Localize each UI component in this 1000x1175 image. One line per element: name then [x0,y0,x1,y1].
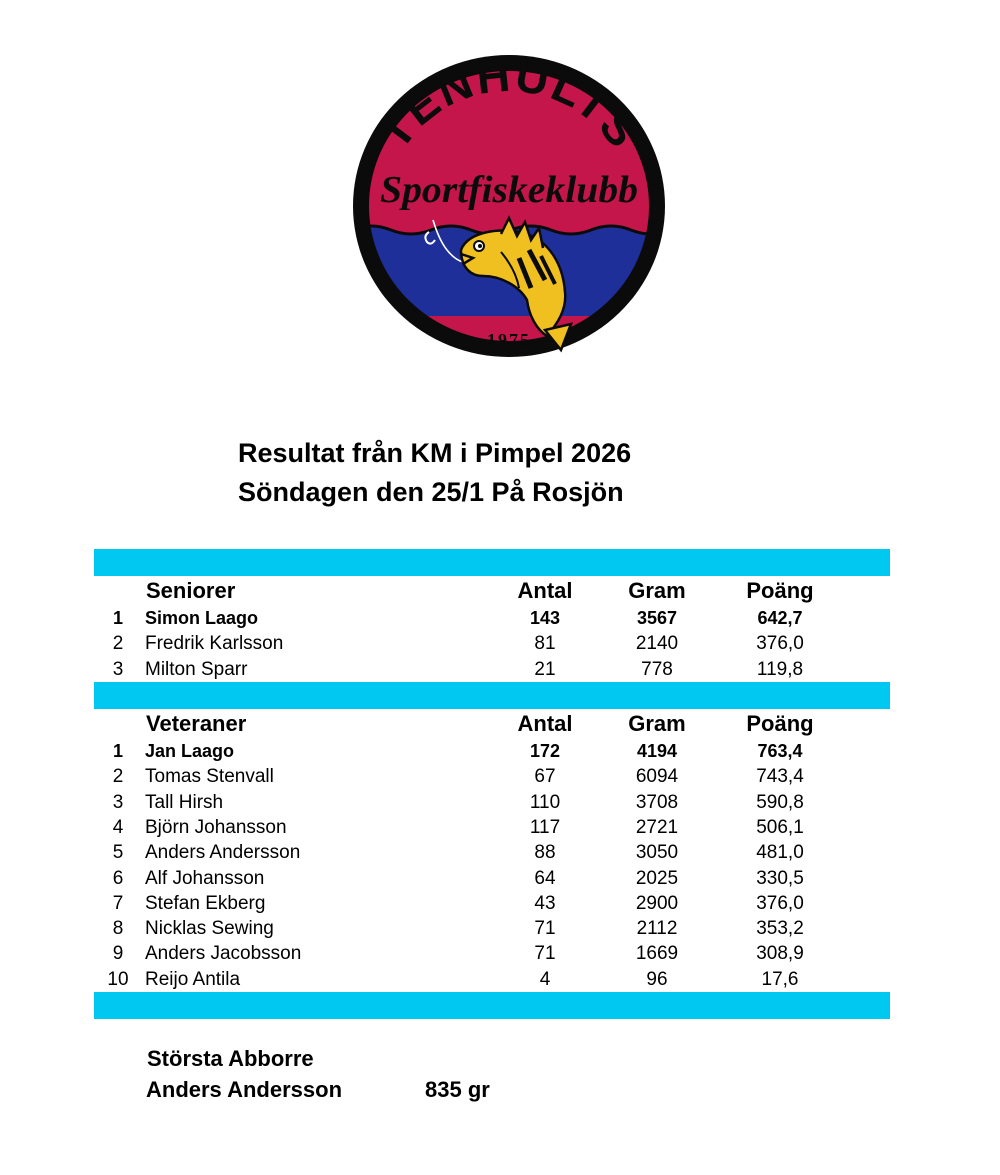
seniorer-title: Seniorer [146,578,236,603]
poang-cell: 376,0 [756,633,804,655]
club-logo [351,54,667,360]
rank-cell: 8 [112,918,124,940]
antal-cell: 172 [529,741,561,761]
gram-cell: 778 [641,658,673,680]
rank-cell: 10 [107,968,129,990]
name-cell: Anders Andersson [145,842,301,864]
rank-cell: 2 [112,766,124,788]
poang-cell: 376,0 [756,892,804,914]
rank-cell: 2 [112,633,124,655]
name-cell: Anders Jacobsson [145,943,302,965]
table-row [0,792,1000,817]
rank-cell: 9 [112,943,124,965]
gram-cell: 4194 [636,741,678,761]
antal-cell: 64 [534,867,556,889]
section-divider-bar [94,549,890,576]
antal-cell: 71 [534,918,556,940]
antal-cell: 21 [534,658,556,680]
poang-cell: 481,0 [756,842,804,864]
gram-cell: 3708 [635,791,679,813]
biggest-perch-label: Största Abborre [147,1046,314,1071]
veteraner-title: Veteraner [146,711,247,736]
section-divider-bar [94,682,890,709]
gram-cell: 2721 [635,816,679,838]
table-row [0,766,1000,791]
table-row [0,817,1000,842]
antal-cell: 71 [534,943,556,965]
table-row [0,893,1000,918]
poang-cell: 743,4 [756,766,804,788]
poang-cell: 17,6 [761,968,799,990]
poang-cell: 590,8 [756,791,804,813]
table-row [0,633,1000,658]
column-header-antal: Antal [517,711,573,736]
name-cell: Milton Sparr [145,658,248,680]
gram-cell: 2112 [636,918,678,940]
section-divider-bar [94,992,890,1019]
logo-year: 1975 [487,330,531,350]
poang-cell: 506,1 [756,816,804,838]
column-header-antal: Antal [517,578,573,603]
table-row [0,969,1000,994]
rank-cell: 1 [112,608,124,628]
page-title: Resultat från KM i Pimpel 2026 [238,438,632,468]
poang-cell: 330,5 [756,867,804,889]
gram-cell: 3567 [636,608,678,628]
name-cell: Alf Johansson [145,867,265,889]
column-header-gram: Gram [628,711,686,736]
table-row [0,659,1000,684]
antal-cell: 88 [534,842,556,864]
name-cell: Nicklas Sewing [145,918,274,940]
biggest-perch-name: Anders Andersson [146,1077,343,1102]
gram-cell: 1669 [635,943,679,965]
name-cell: Fredrik Karlsson [145,633,284,655]
rank-cell: 1 [112,741,124,761]
gram-cell: 3050 [635,842,679,864]
rank-cell: 3 [112,791,124,813]
biggest-perch-weight: 835 gr [425,1077,490,1102]
rank-cell: 4 [112,816,124,838]
poang-cell: 353,2 [756,918,804,940]
antal-cell: 67 [534,766,556,788]
rank-cell: 3 [112,658,124,680]
poang-cell: 763,4 [757,741,803,761]
gram-cell: 96 [646,968,668,990]
poang-cell: 642,7 [757,608,803,628]
name-cell: Jan Laago [145,741,235,761]
page-subtitle: Söndagen den 25/1 På Rosjön [238,477,624,507]
name-cell: Tall Hirsh [145,791,224,813]
gram-cell: 6094 [635,766,679,788]
name-cell: Reijo Antila [145,968,241,990]
table-row [0,868,1000,893]
antal-cell: 4 [539,968,551,990]
antal-cell: 43 [534,892,556,914]
table-row [0,943,1000,968]
gram-cell: 2900 [635,892,679,914]
column-header-poang: Poäng [746,578,814,603]
poang-cell: 119,8 [756,658,804,680]
rank-cell: 7 [112,892,124,914]
antal-cell: 110 [529,791,561,813]
name-cell: Tomas Stenvall [145,766,274,788]
table-row [0,741,1000,766]
column-header-gram: Gram [628,578,686,603]
logo-club-name-middle: Sportfiskeklubb [380,169,638,211]
column-header-poang: Poäng [746,711,814,736]
table-row [0,842,1000,867]
gram-cell: 2140 [635,633,679,655]
antal-cell: 143 [529,608,561,628]
antal-cell: 117 [529,816,561,838]
name-cell: Stefan Ekberg [145,892,266,914]
table-row [0,608,1000,633]
poang-cell: 308,9 [756,943,804,965]
rank-cell: 5 [112,842,124,864]
antal-cell: 81 [534,633,556,655]
rank-cell: 6 [112,867,124,889]
gram-cell: 2025 [635,867,679,889]
table-row [0,918,1000,943]
name-cell: Simon Laago [145,608,259,628]
name-cell: Björn Johansson [145,816,287,838]
logo-club-name-top: TENHULTS [367,54,651,159]
